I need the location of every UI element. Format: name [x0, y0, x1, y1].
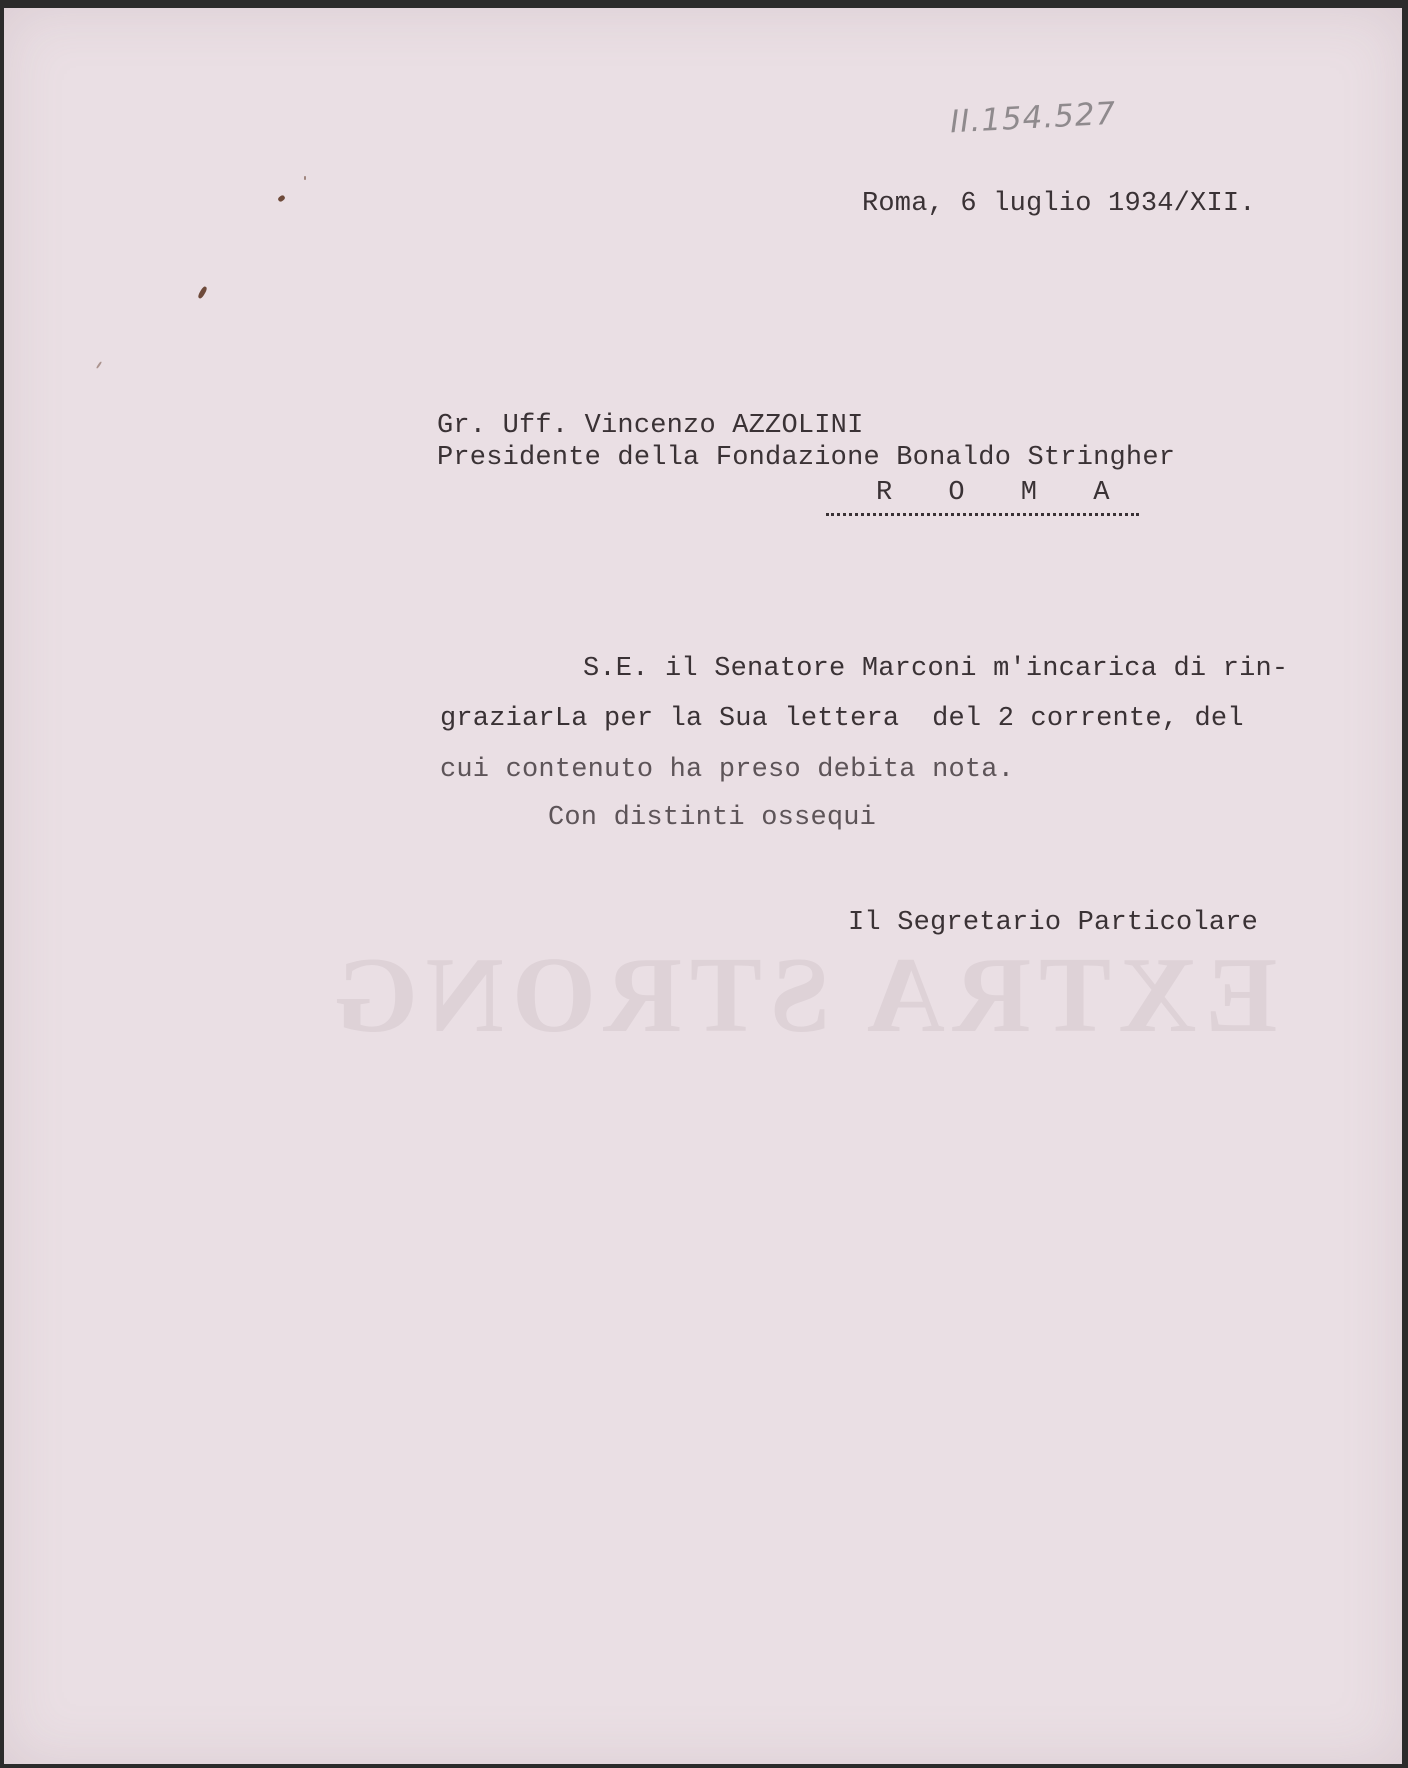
paper-speck: [277, 194, 286, 202]
archive-number: II.154.527: [949, 95, 1118, 141]
addressee-name: Gr. Uff. Vincenzo AZZOLINI: [437, 411, 864, 441]
body-line-2: graziarLa per la Sua lettera del 2 corrente, del: [440, 704, 1244, 734]
addressee-title: Presidente della Fondazione Bonaldo Stringher: [437, 443, 1176, 473]
signature-title: Il Segretario Particolare: [848, 908, 1259, 938]
closing-salutation: Con distinti ossequi: [548, 803, 877, 833]
letter-page: [4, 8, 1402, 1764]
paper-speck: [96, 361, 102, 369]
dateline: Roma, 6 luglio 1934/XII.: [862, 189, 1256, 219]
body-line-1: S.E. il Senatore Marconi m'incarica di rin-: [583, 654, 1289, 684]
body-line-3: cui contenuto ha preso debita nota.: [440, 755, 1015, 785]
watermark-bleed-through: EXTRA STRONG: [326, 936, 1278, 1055]
addressee-city: R O M A: [826, 480, 1139, 516]
paper-speck: [197, 286, 208, 300]
paper-speck: [304, 176, 306, 180]
